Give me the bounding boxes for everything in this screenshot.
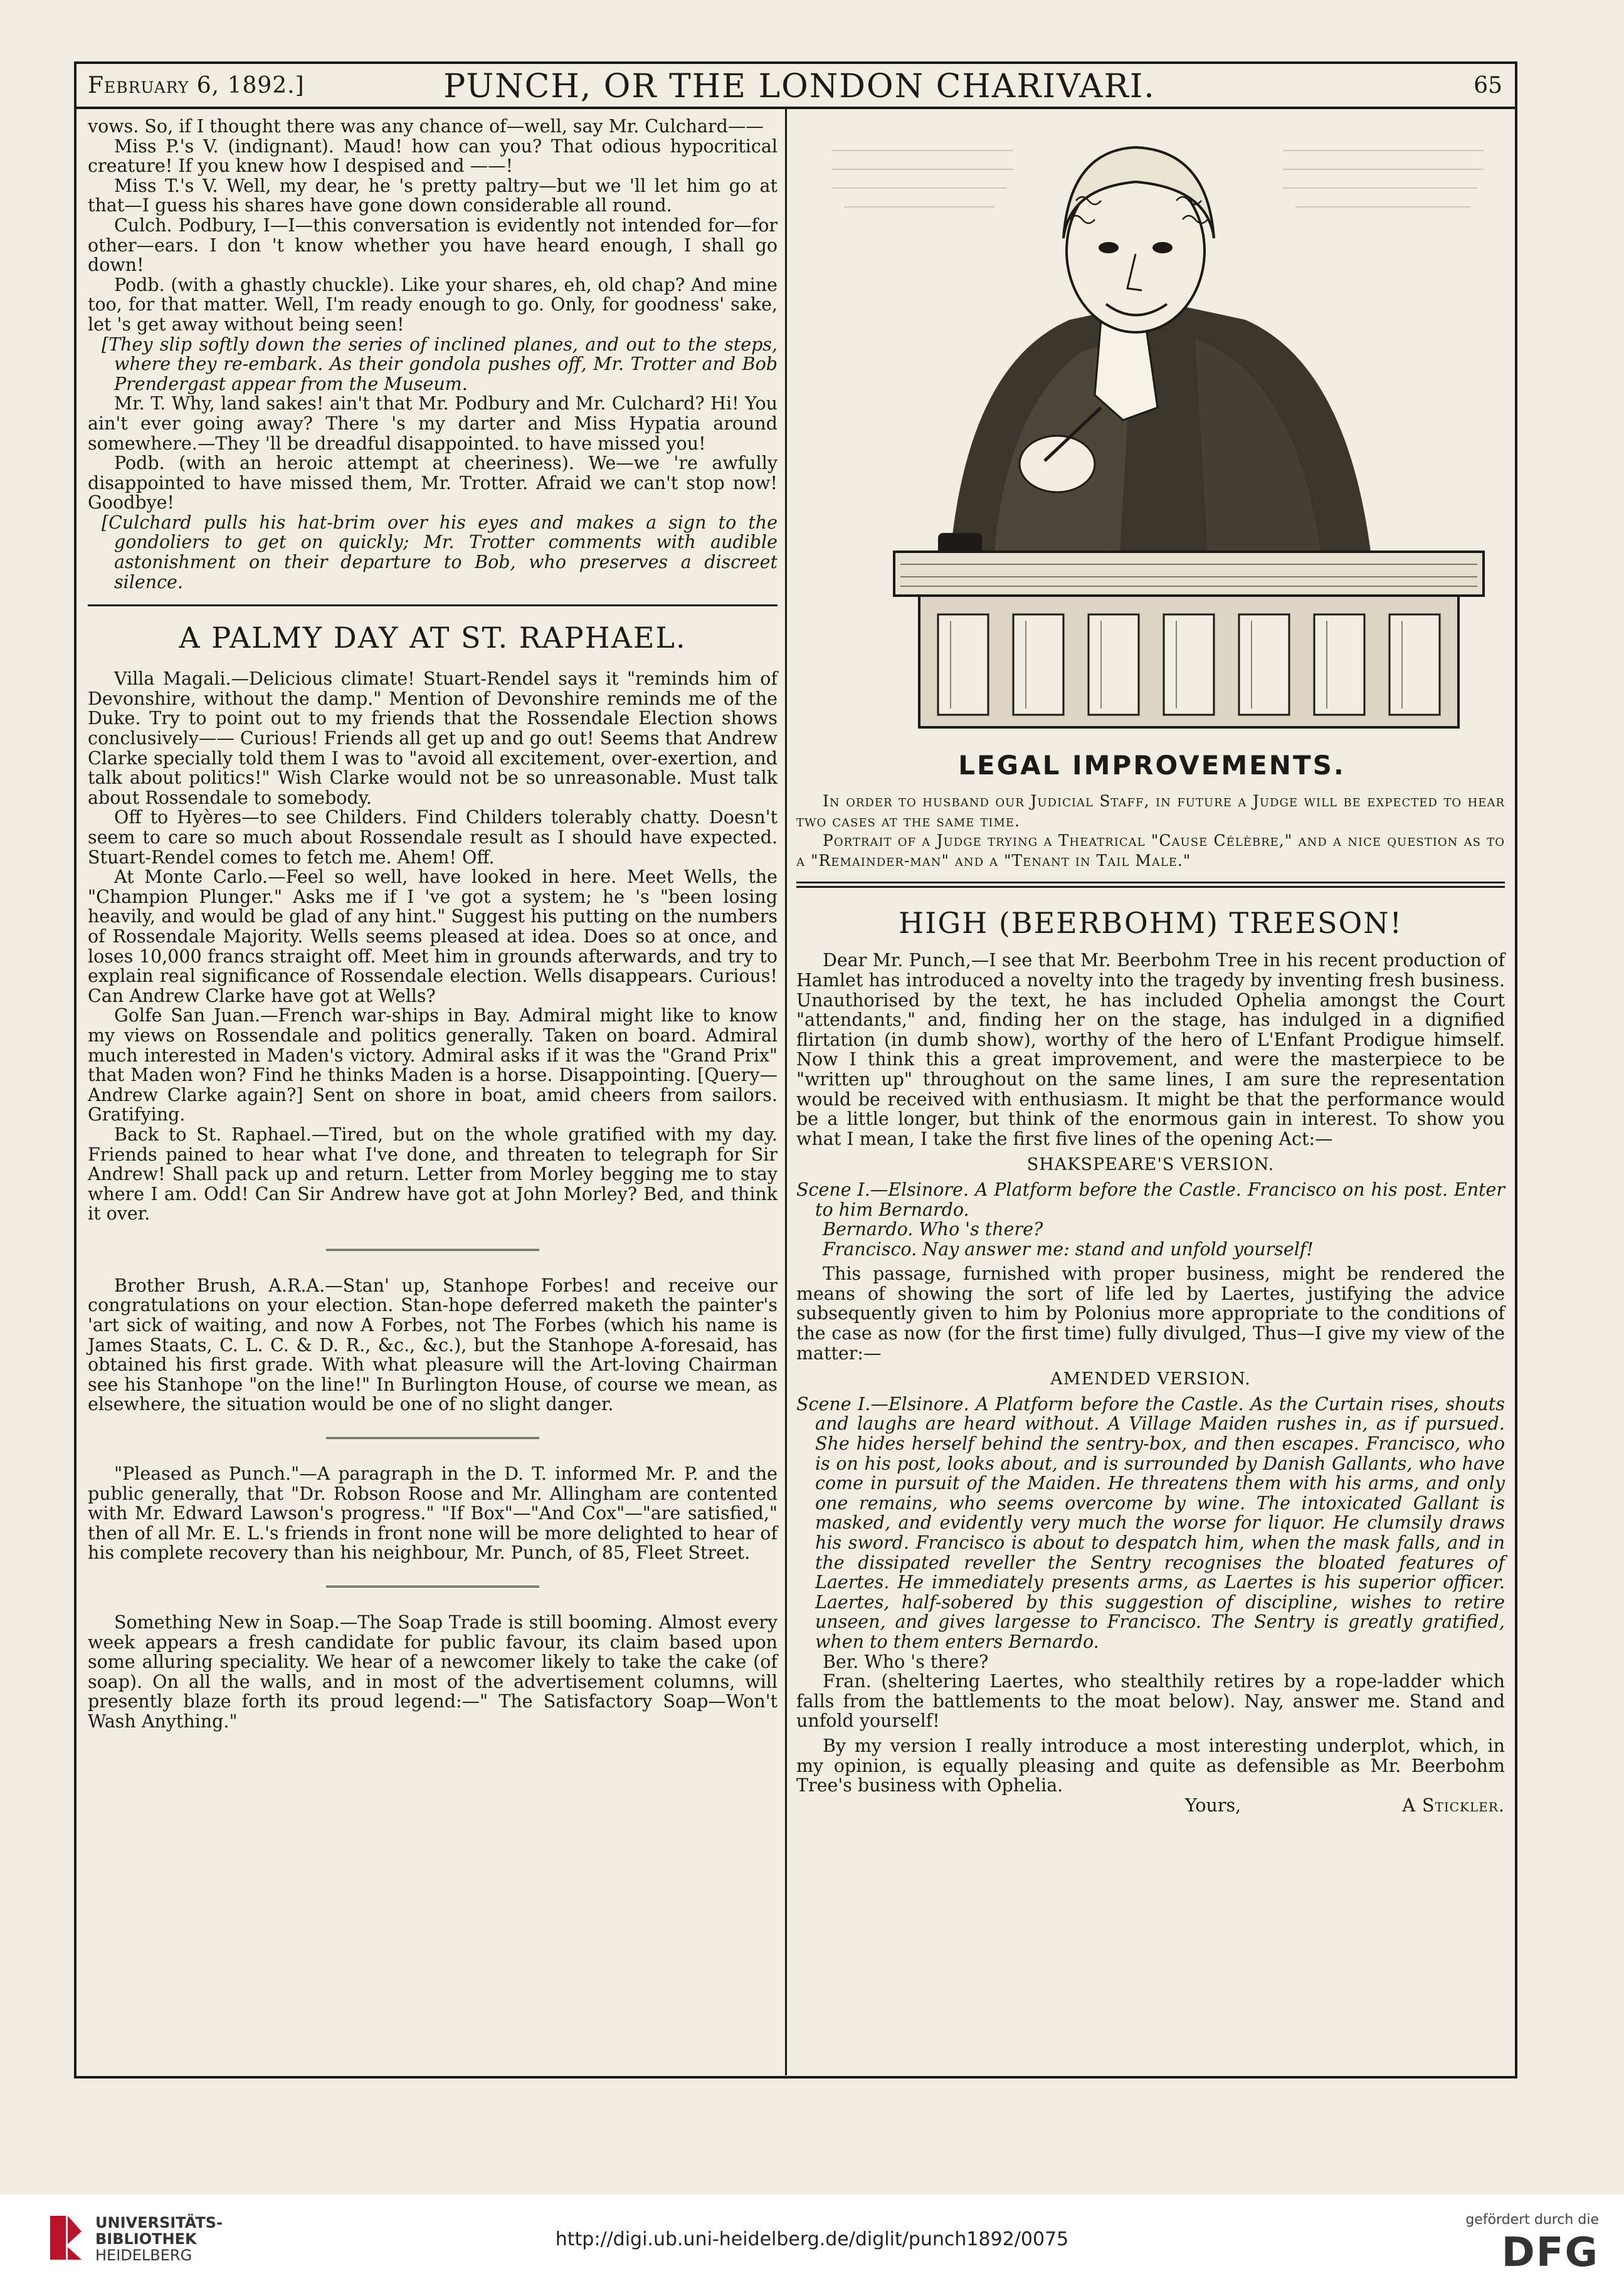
cartoon-title: LEGAL IMPROVEMENTS. [958,750,1346,781]
letter-intro: Dear Mr. Punch,—I see that Mr. Beerbohm Tree in his recent production of Hamlet has introduced a novelty into the tragedy by inventing fresh business. Unauthorised by the text, he has included Ophelia amongst the Court "attendants," and, finding her on the stage, has indulged in a dignified flirtation (in dumb show), worthy of the hero of L'Enfant Prodigue himself. Now I think this a great improvement, and were the masterpiece to be "written up" throughout on the same lines, I am sure the representation would be received with enthusiasm. It might be that the performance would be a little longer, but think of the enormous gain in interest. To show you what I mean, I take the first five lines of the opening Act:— [796,950,1505,1149]
palmy-paragraph: Off to Hyères—to see Childers. Find Childers tolerably chatty. Doesn't seem to care so much about Rossendale result as I should have expected. Stuart-Rendel comes to fetch me. Ahem! Off. [88,807,778,868]
library-line: HEIDELBERG [95,2247,192,2264]
cartoon-caption: In order to husband our Judicial Staff, in future a Judge will be expected to hear two cases at the same time. [796,792,1505,830]
section-rule [796,886,1505,888]
passage-paragraph: This passage, furnished with proper business, might be rendered the means of showing the sort of life led by Laertes, justifying the advice subsequently given to him by Polonius more appropriate to the conditions of the case as now (for the first time) fully divulged, Thus—I give my view of the matter:— [796,1263,1505,1364]
section-rule [88,604,778,606]
dialogue-line: Francisco. Nay answer me: stand and unfold yourself! [823,1238,1314,1260]
signature-line [796,1796,1505,1816]
column-rule [785,109,787,2075]
judge-cartoon-illustration [806,113,1499,740]
pleased-as-punch-paragraph: "Pleased as Punch."—A paragraph in the D. T. informed Mr. P. and the public generally, that "Dr. Robson Roose and Mr. Allingham are contented with Mr. Edward Lawson's progress." "If Box"—"And Cox"—"are satisfied," then of all Mr. E. L.'s friends in front none will be more delighted to hear of his complete recovery than his neighbour, Mr. Punch, of 85, Fleet Street. [88,1463,778,1564]
masthead-rule [74,107,1517,109]
play-line: vows. So, if I thought there was any chance of—well, say Mr. Culchard—— [88,116,764,137]
library-line: UNIVERSITÄTS- [95,2214,223,2231]
cartoon-caption: Portrait of a Judge trying a Theatrical "Cause Célèbre," and a nice question as to a "Remainder-man" and a "Tenant in Tail Male." [796,831,1505,870]
soap-paragraph: Something New in Soap.—The Soap Trade is still booming. Almost every week appears a fresh candidate for public favour, its claim based upon some alluring speciality. We hear of a newcomer likely to take the cake (of soap). On all the walls, and in most of the advertisement columns, will presently blaze forth its proud legend:—" The Satisfactory Soap—Won't Wash Anything." [88,1612,778,1732]
funder-note: gefördert durch die [1465,2212,1599,2228]
scene-direction: Scene I.—Elsinore. A Platform before the Castle. Francisco on his post. Enter to him Bernardo. [796,1179,1505,1220]
palmy-paragraph: At Monte Carlo.—Feel so well, have looked in here. Meet Wells, the "Champion Plunger." Asks me if I 've got a system; he 's "been losing heavily, and would be glad of any hint." Suggest his putting on the numbers of Rossendale Majority. Wells seems pleased at idea. Does so at once, and loses 10,000 francs straight off. Meet him in grounds afterwards, and try to explain real significance of Rossendale election. Wells disappears. Curious! Can Andrew Clarke have got at Wells? [88,867,778,1006]
page-number: 65 [1474,73,1502,98]
short-rule [326,1249,539,1253]
scene-direction: Scene I.—Elsinore. A Platform before the Castle. As the Curtain rises, shouts and laughs are heard without. A Village Maiden rushes in, as if pursued. She hides herself behind the sentry-box, and then escapes. Francisco, who is on his post, looks about, and is surrounded by Danish Gallants, who have come in pursuit of the Maiden. He threatens them with his arms, and only one remains, who seems overcome by wine. The intoxicated Gallant is masked, and evidently very much the worse for liquor. He clumsily draws his sword. Francisco is about to despatch him, when the mask falls, and in the dissipated reveller the Sentry recognises the bloated features of Laertes. He immediately presents arms, as Laertes is his superior officer. Laertes, half-sobered by this suggestion of discipline, wishes to retire unseen, and gives largesse to Francisco. The Sentry is greatly gratified, when to them enters Bernardo. [796,1393,1505,1652]
play-line: Culch. Podbury, I—I—this conversation is evidently not intended for—for other—ears. I don 't know whether you have heard enough, I shall go down! [88,214,778,276]
short-rule [326,1586,539,1590]
dfg-logo: DFG [1501,2230,1599,2276]
cartoon-legal-improvements [806,113,1499,740]
play-line: Podb. (with an heroic attempt at cheeriness). We—we 're awfully disappointed to have missed them, Mr. Trotter. Afraid we can't stop now! Goodbye! [88,453,778,514]
play-line: Podb. (with a ghastly chuckle). Like your shares, eh, old chap? And mine too, for that matter. Well, I'm ready enough to go. Only, for goodness' sake, let 's get away without being seen! [88,274,778,335]
amended-version-heading: AMENDED VERSION. [1050,1369,1251,1389]
dialogue-line: Bernardo. Who 's there? [823,1219,1043,1240]
palmy-paragraph: Golfe San Juan.—French war-ships in Bay. Admiral might like to know my views on Rossendale and politics generally. Taken on board. Admiral much interested in Maden's victory. Admiral asks if it was the "Grand Prix" that Maden won? Find he thinks Maden is a horse. Disappointing. [Query—Andrew Clarke again?] Sent on shore in boat, amid cheers from sailors. Gratifying. [88,1005,778,1125]
signature-name: A Stickler. [1402,1794,1505,1816]
play-line: Mr. T. Why, land sakes! ain't that Mr. Podbury and Mr. Culchard? Hi! You ain't ever going away? There 's my darter and Miss Hypatia around somewhere.—They 'll be dreadful disappointed. to have missed you! [88,393,778,454]
viewer-footer [0,2194,1624,2276]
section-rule [796,882,1505,883]
dialogue-line: Ber. Who 's there? [823,1651,989,1672]
right-column [796,791,1505,1815]
palmy-paragraph: Back to St. Raphael.—Tired, but on the whole gratified with my day. Friends pained to hear what I've done, and threaten to telegraph for Sir Andrew! Shall pack up and return. Letter from Morley begging me to stay where I am. Odd! Can Sir Andrew have got at John Morley? Bed, and think it over. [88,1124,778,1225]
signature-valediction: Yours, [1185,1794,1242,1816]
stage-direction: [They slip softly down the series of inclined planes, and out to the steps, where they re-embark. As their gondola pushes off, Mr. Trotter and Bob Prendergast appear from the Museum. [102,334,778,394]
left-column [88,117,778,1732]
issue-date: February 6, 1892.] [88,73,305,98]
masthead [88,68,1511,104]
palmy-paragraph: Villa Magali.—Delicious climate! Stuart-Rendel says it "reminds him of Devonshire, without the damp." Mention of Devonshire reminds me of the Duke. Try to point out to my friends that the Rossendale Election shows conclusively—— Curious! Friends all get up and go out! Seems that Andrew Clarke specially told them I was to "avoid all excitement, over-exertion, and talk about politics!" Wish Clarke would not be so unreasonable. Must talk about Rossendale to somebody. [88,668,778,808]
shakspeare-version-heading: SHAKSPEARE'S VERSION. [1026,1155,1275,1175]
play-line: Miss P.'s V. (indignant). Maud! how can you? That odious hypocritical creature! If you knew how I despised and ——! [88,135,778,177]
dialogue-line: Fran. (sheltering Laertes, who stealthily retires by a rope-ladder which falls from the battlements to the moat below). Nay, answer me. Stand and unfold yourself! [796,1671,1505,1732]
journal-title: PUNCH, OR THE LONDON CHARIVARI. [443,68,1156,105]
play-line: Miss T.'s V. Well, my dear, he 's pretty paltry—but we 'll let him go at that—I guess his shares have gone down considerable all round. [88,175,778,216]
brother-brush-paragraph: Brother Brush, A.R.A.—Stan' up, Stanhope Forbes! and receive our congratulations on your election. Stan-hope deferred maketh the painter's 'art sick of waiting, and now A Forbes, not The Forbes (which his name is James Staats, C. L. C. & D. R., &c., &c.), but the Stanhope A-foresaid, has obtained his first grade. With what pleasure will the Art-loving Chairman see his Stanhope "on the line!" In Burlington House, of course we mean, as elsewhere, the situation would be one of no slight danger. [88,1275,778,1415]
library-line: BIBLIOTHEK [95,2230,197,2248]
closing-paragraph: By my version I really introduce a most interesting underplot, which, in my opinion, is equally pleasing and quite as defensible as Mr. Beerbohm Tree's business with Ophelia. [796,1735,1505,1796]
article-title-beerbohm-treeson: HIGH (BEERBOHM) TREESON! [899,906,1403,940]
short-rule [326,1437,539,1441]
article-title-palmy-day: A PALMY DAY AT ST. RAPHAEL. [179,621,687,655]
permalink-url[interactable]: http://digi.ub.uni-heidelberg.de/diglit/punch1892/0075 [555,2228,1069,2250]
stage-direction: [Culchard pulls his hat-brim over his eyes and makes a sign to the gondoliers to get on quickly; Mr. Trotter comments with audible astonishment on their departure to Bob, who preserves a discreet silence. [102,512,778,593]
